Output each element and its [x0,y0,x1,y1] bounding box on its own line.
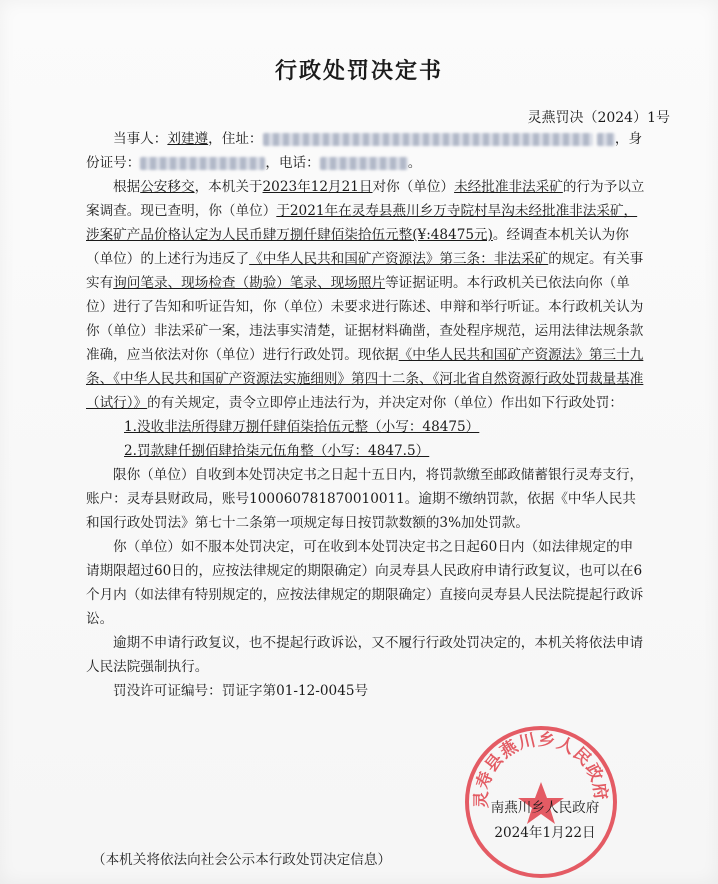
p1-evidence: 询问笔录、现场检查（勘验）笔录、现场照片 [113,275,386,291]
p1-g: 等证据证明。本行政机关已依法向你（单位）进行了告知和听证告知，你（单位）未要求进行陈述、申辩和举行听证。本行政机关认为你（单位）非法采矿一案，违法事实清楚，证据材料确凿，查处程序规范，运用法律法规条款准确，应当依法对你（单位）进行行政处罚。现依据 [86,275,644,363]
p1-finding: 于2021年在灵寿县燕川乡万寺院村旱沟未经批准非法采矿，涉案矿产品价格认定为人民币肆万捌仟肆佰柒拾伍元整(¥:48475元) [86,203,638,243]
paragraph-facts [86,175,646,415]
p1-basis: 《中华人民共和国矿产资源法》第三十九条、《中华人民共和国矿产资源法实施细则》第四十二条、《河北省自然资源行政处罚裁量基准（试行）》 [86,347,644,411]
penalty-item-2 [86,439,646,463]
party-line: 当事人：刘建遵，住址： ，身份证号： ，电话： 。 [86,131,643,171]
paragraph-enforcement: 逾期不申请行政复议，也不提起行政诉讼，又不履行行政处罚决定的，本机关将依法申请人民法院强制执行。 [86,635,644,675]
document-number: 灵燕罚决（2024）1号 [527,110,670,126]
p1-e: 。经调查本机关认为你（单位）的上述行为违反了 [86,227,629,267]
redacted-id [140,157,265,170]
p1-violation: 未经批准非法采矿 [454,179,563,195]
seal-text: 灵寿县燕川乡人民政府 [471,729,611,809]
penalty-item-1 [86,415,646,439]
p1-h: 的有关规定，责令立即停止违法行为，并决定对你（单位）作出如下行政处罚： [147,395,623,411]
penalty-item-1-text: 1.没收非法所得肆万捌仟肆佰柒拾伍元整（小写：48475） [124,419,480,435]
issuing-authority: 南燕川乡人民政府 [490,800,600,816]
p1-law: 《中华人民共和国矿产资源法》第三条：非法采矿 [249,251,549,267]
paragraph-payment: 限你（单位）自收到本处罚决定书之日起十五日内，将罚款缴至邮政储蓄银行灵寿支行，账户：灵寿县财政局，账号100060781870010011。逾期不缴纳罚款，依据《中华人民共和国行政处罚法》第七十二条第一项规定每日按罚款数额的3%加处罚款。 [86,467,644,531]
p1-a: 根据 [113,179,141,195]
permit-number: 罚没许可证编号：罚证字第01-12-0045号 [113,683,369,699]
document-body [86,127,646,703]
document-title: 行政处罚决定书 [274,58,443,84]
party-prefix: 当事人： [113,131,168,147]
footer-note: （本机关将依法向社会公示本行政处罚决定信息） [92,852,392,868]
redacted-phone [320,157,408,170]
p1-source: 公安移交 [140,179,195,195]
issue-date: 2024年1月22日 [494,825,596,841]
p1-d: 的行为予以立案调查。现已查明，你（单位） [86,179,645,219]
phone-label: ，电话： [265,155,320,171]
redacted-address [263,133,593,146]
address-label: ，住址： [208,131,263,147]
p1-c: 对你（单位） [372,179,455,195]
redacted-address-tail [597,133,615,146]
p1-f: 的规定。有关事实有 [86,251,644,291]
paragraph-appeal: 你（单位）如不服本处罚决定，可在收到本处罚决定书之日起60日内（如法律规定的申请期限超过60日的，应按法律规定的期限确定）向灵寿县人民政府申请行政复议，也可以在6个月内（如法律有特别规定的，应按法律规定的期限确定）直接向灵寿县人民法院提起行政诉讼。 [86,539,644,627]
party-name: 刘建遵 [167,131,209,147]
p1-b: ，本机关于 [194,179,263,195]
penalty-item-2-text: 2.罚款肆仟捌佰肆拾柒元伍角整（小写：4847.5） [124,443,430,459]
id-label: ，身份证号： [86,131,643,171]
p1-date: 2023年12月21日 [262,179,373,195]
